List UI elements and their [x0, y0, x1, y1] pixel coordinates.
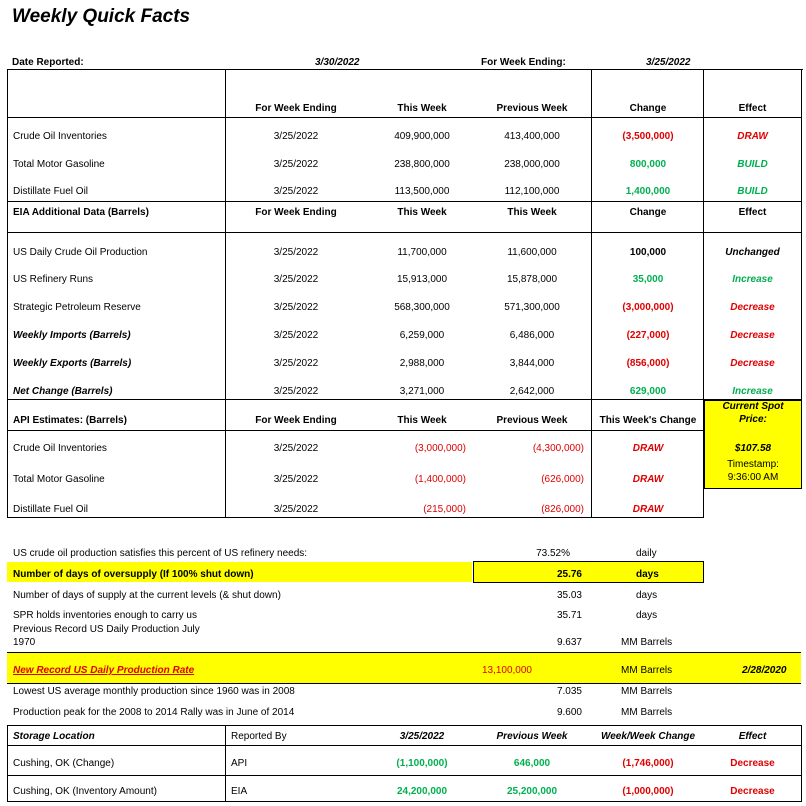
row-change: (3,500,000) [622, 131, 674, 142]
fact-value: 35.71 [556, 610, 582, 621]
row-effect: Decrease [730, 330, 775, 341]
row-previous-week: 15,878,000 [506, 274, 558, 285]
fact-value: 13,100,000 [481, 665, 532, 676]
col-header-week-ending: For Week Ending [255, 103, 337, 114]
col-header-previous-week: Previous Week [496, 415, 568, 426]
fact-unit: MM Barrels [621, 665, 673, 676]
col-header-effect: Effect [738, 103, 767, 114]
row-effect: Decrease [730, 302, 775, 313]
row-week: 3/25/2022 [273, 186, 319, 197]
grid-line [7, 725, 8, 802]
row-effect: Decrease [730, 358, 775, 369]
week-ending-value: 3/25/2022 [646, 57, 691, 68]
row-change: (1,000,000) [622, 786, 674, 797]
row-previous-week: 413,400,000 [504, 131, 560, 142]
row-change: 629,000 [629, 386, 667, 397]
row-this-week: (3,000,000) [414, 443, 466, 454]
col-header-this-week: This Week [397, 415, 447, 426]
row-this-week: 113,500,000 [394, 186, 450, 197]
grid-line [7, 201, 802, 202]
row-reported-by: API [231, 758, 248, 769]
row-label: Distillate Fuel Oil [13, 504, 89, 515]
week-ending-label: For Week Ending: [481, 57, 566, 68]
row-this-week: (1,100,000) [396, 758, 448, 769]
fact-label: SPR holds inventories enough to carry us [13, 610, 197, 621]
fact-unit: MM Barrels [621, 637, 673, 648]
col-header-week-ending: For Week Ending [255, 415, 337, 426]
col-header-this-week: This Week [397, 103, 447, 114]
row-change: DRAW [632, 504, 664, 515]
date-reported-value: 3/30/2022 [315, 57, 360, 68]
row-label: Distillate Fuel Oil [13, 186, 89, 197]
row-change: 800,000 [629, 159, 667, 170]
row-effect: BUILD [737, 159, 768, 170]
col-header-weeks-change: This Week's Change [599, 415, 697, 426]
date-reported-label: Date Reported: [12, 57, 84, 68]
timestamp-value: 9:36:00 AM [727, 472, 779, 483]
row-label: US Refinery Runs [13, 274, 94, 285]
row-label: Crude Oil Inventories [13, 131, 107, 142]
timestamp-label: Timestamp: [727, 459, 779, 470]
row-week: 3/25/2022 [273, 159, 319, 170]
row-previous-week: 3,844,000 [509, 358, 555, 369]
row-effect: DRAW [737, 131, 768, 142]
col-header-this-week: This Week [397, 207, 447, 218]
row-this-week: 24,200,000 [396, 786, 448, 797]
fact-label: Previous Record US Daily Production July [13, 624, 200, 635]
row-this-week: (1,400,000) [414, 474, 466, 485]
row-this-week: 409,900,000 [394, 131, 450, 142]
row-label: Weekly Exports (Barrels) [13, 358, 132, 369]
row-previous-week: 112,100,000 [504, 186, 560, 197]
row-this-week: 2,988,000 [399, 358, 445, 369]
row-change: 1,400,000 [625, 186, 671, 197]
row-effect: BUILD [737, 186, 768, 197]
api-heading: API Estimates: (Barrels) [13, 415, 127, 426]
fact-value: 9.637 [556, 637, 582, 648]
fact-label: Production peak for the 2008 to 2014 Rally was in June of 2014 [13, 707, 295, 718]
fact-unit: MM Barrels [621, 707, 673, 718]
fact-unit: MM Barrels [621, 686, 673, 697]
fact-unit: days [636, 610, 658, 621]
row-previous-week: 6,486,000 [509, 330, 555, 341]
grid-line [225, 725, 226, 802]
row-previous-week: (4,300,000) [532, 443, 584, 454]
row-previous-week: 646,000 [513, 758, 551, 769]
fact-label: Lowest US average monthly production since 1960 was in 2008 [13, 686, 295, 697]
row-label: Crude Oil Inventories [13, 443, 107, 454]
row-previous-week: 571,300,000 [504, 302, 560, 313]
row-week: 3/25/2022 [273, 247, 319, 258]
grid-line [7, 399, 802, 400]
page-title: Weekly Quick Facts [12, 6, 191, 27]
fact-label-2: 1970 [13, 637, 36, 648]
row-label: Strategic Petroleum Reserve [13, 302, 141, 313]
row-change: 35,000 [632, 274, 664, 285]
header-rule [7, 69, 803, 70]
row-this-week: 238,800,000 [394, 159, 450, 170]
row-previous-week: 238,000,000 [504, 159, 560, 170]
row-this-week: 568,300,000 [394, 302, 450, 313]
row-reported-by: EIA [231, 786, 248, 797]
row-week: 3/25/2022 [273, 358, 319, 369]
eia-heading: EIA Additional Data (Barrels) [13, 207, 149, 218]
fact-value: 25.76 [556, 569, 582, 580]
fact-unit: daily [636, 548, 657, 559]
fact-value: 9.600 [556, 707, 582, 718]
fact-value: 7.035 [556, 686, 582, 697]
col-header-previous-week: Previous Week [496, 731, 568, 742]
col-header-effect: Effect [738, 731, 767, 742]
grid-line [7, 775, 802, 776]
row-label: Weekly Imports (Barrels) [13, 330, 131, 341]
row-change: (1,746,000) [622, 758, 674, 769]
row-this-week: 6,259,000 [399, 330, 445, 341]
col-header-week-ending: For Week Ending [255, 207, 337, 218]
row-effect: Unchanged [725, 247, 780, 258]
row-change: (856,000) [626, 358, 670, 369]
fact-unit: days [636, 590, 658, 601]
row-this-week: 11,700,000 [397, 247, 447, 258]
grid-line [7, 430, 703, 431]
row-effect: Increase [732, 386, 773, 397]
grid-line [7, 232, 802, 233]
grid-line [225, 69, 226, 518]
row-effect: Increase [732, 274, 773, 285]
row-week: 3/25/2022 [273, 443, 319, 454]
grid-line [7, 725, 802, 726]
col-header-previous-week: Previous Week [496, 103, 568, 114]
grid-line [591, 69, 592, 518]
fact-value: 73.52% [536, 548, 570, 559]
spot-price-value: $107.58 [734, 443, 772, 454]
row-week: 3/25/2022 [273, 504, 319, 515]
row-effect: Decrease [730, 758, 775, 769]
row-previous-week: (626,000) [541, 474, 584, 485]
row-week: 3/25/2022 [273, 131, 319, 142]
row-label: US Daily Crude Oil Production [13, 247, 148, 258]
col-header-this-week-2: This Week [507, 207, 557, 218]
fact-value: 35.03 [556, 590, 582, 601]
row-this-week: (215,000) [423, 504, 466, 515]
row-change: DRAW [632, 474, 664, 485]
row-change: 100,000 [629, 247, 667, 258]
col-header-effect: Effect [738, 207, 767, 218]
row-week: 3/25/2022 [273, 302, 319, 313]
row-previous-week: (826,000) [541, 504, 584, 515]
row-previous-week: 2,642,000 [509, 386, 555, 397]
grid-line [7, 517, 703, 518]
grid-line [7, 801, 802, 802]
spot-price-label-2: Price: [739, 414, 767, 425]
fact-unit: days [636, 569, 659, 580]
grid-line [7, 745, 802, 746]
row-change: DRAW [632, 443, 664, 454]
col-header-week-change: Week/Week Change [600, 731, 696, 742]
row-week: 3/25/2022 [273, 330, 319, 341]
col-header-change: Change [629, 207, 667, 218]
row-week: 3/25/2022 [273, 386, 319, 397]
row-week: 3/25/2022 [273, 274, 319, 285]
col-header-reported-by: Reported By [231, 731, 287, 742]
fact-label: Number of days of oversupply (If 100% shut down) [13, 569, 254, 580]
row-change: (3,000,000) [622, 302, 674, 313]
col-header-change: Change [629, 103, 667, 114]
col-header-date: 3/25/2022 [399, 731, 445, 742]
col-header-storage-location: Storage Location [13, 731, 95, 742]
row-label: Cushing, OK (Change) [13, 758, 115, 769]
row-this-week: 15,913,000 [396, 274, 448, 285]
spot-price-label: Current Spot [722, 401, 784, 412]
row-effect: Decrease [730, 786, 775, 797]
row-change: (227,000) [626, 330, 670, 341]
grid-line [7, 117, 802, 118]
row-label: Net Change (Barrels) [13, 386, 113, 397]
row-previous-week: 11,600,000 [507, 247, 557, 258]
row-label: Total Motor Gasoline [13, 474, 105, 485]
fact-label: New Record US Daily Production Rate [13, 665, 195, 676]
row-previous-week: 25,200,000 [506, 786, 558, 797]
fact-label: US crude oil production satisfies this percent of US refinery needs: [13, 548, 308, 559]
row-label: Cushing, OK (Inventory Amount) [13, 786, 157, 797]
row-this-week: 3,271,000 [399, 386, 445, 397]
fact-label: Number of days of supply at the current levels (& shut down) [13, 590, 281, 601]
grid-line [801, 69, 802, 400]
grid-line [7, 69, 8, 518]
fact-date: 2/28/2020 [742, 665, 787, 676]
row-label: Total Motor Gasoline [13, 159, 105, 170]
row-week: 3/25/2022 [273, 474, 319, 485]
grid-line [801, 725, 802, 802]
